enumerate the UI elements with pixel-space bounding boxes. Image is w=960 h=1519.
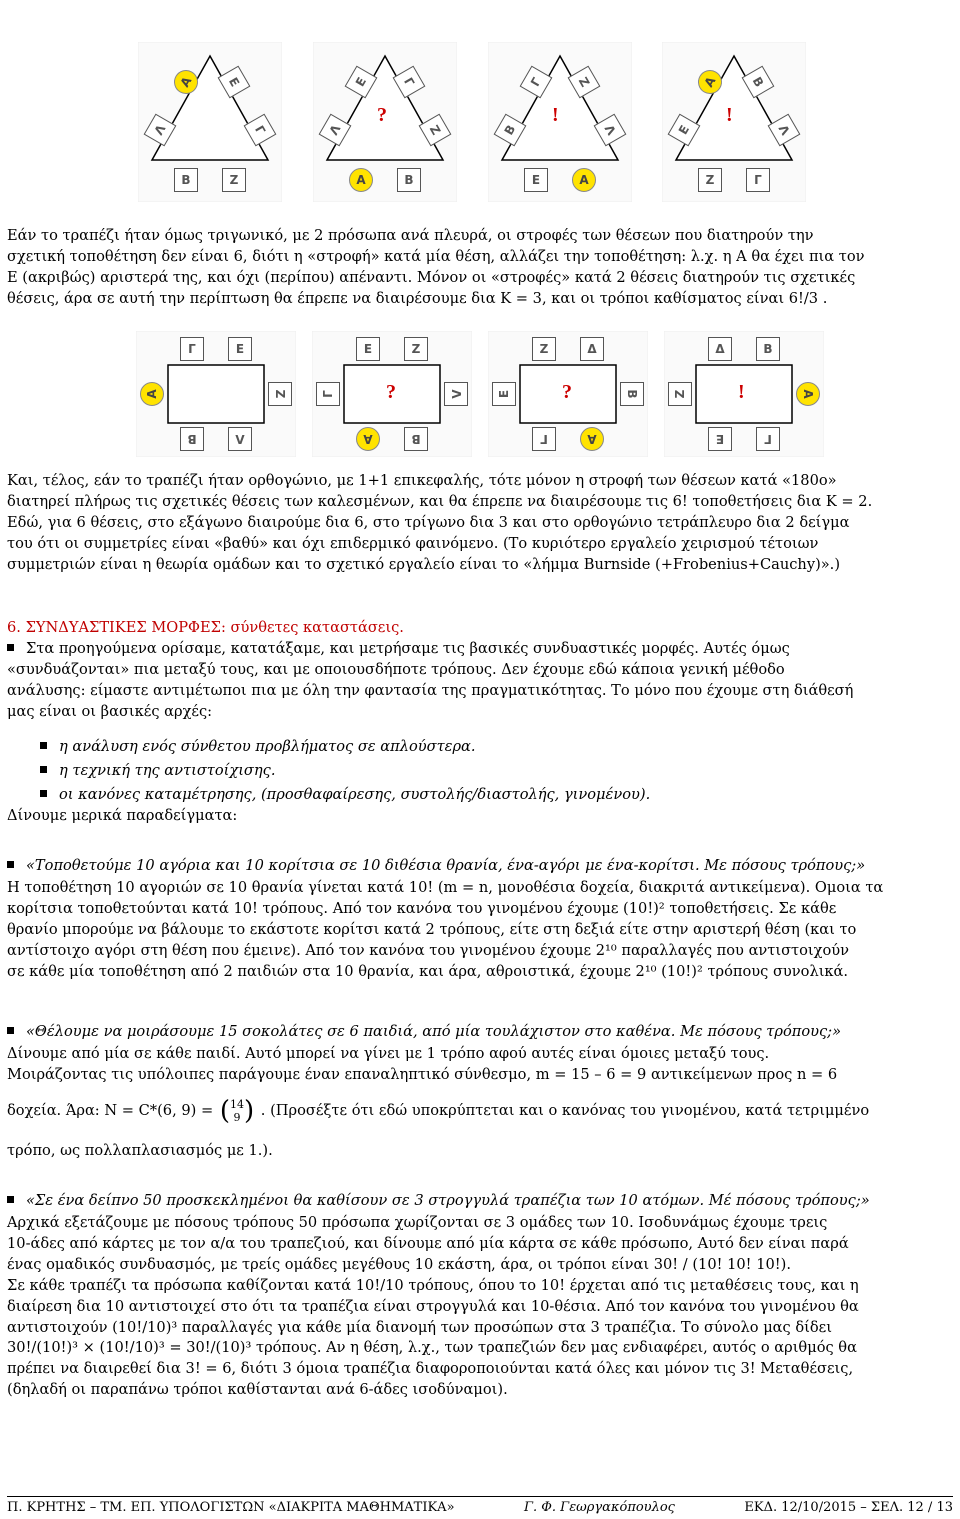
- example-question: «Σε ένα δείπνο 50 προσκεκλημένοι θα καθίσουν σε 3 στρογγυλά τραπέζια των 10 ατόμων. Μέ πόσους τρόπους;»: [7, 1191, 870, 1212]
- example-3-answer: [7, 1213, 953, 1401]
- seat-Ζ: Ζ: [568, 66, 601, 99]
- seat-Ζ: Ζ: [419, 114, 452, 147]
- seat-Γ: Γ: [316, 382, 340, 406]
- triangle-table-figure: [138, 42, 282, 202]
- seat-Γ: Γ: [180, 337, 204, 361]
- seat-Α: Α: [572, 168, 596, 192]
- seat-Δ: Δ: [708, 337, 732, 361]
- text-line: (δηλαδή οι παραπάνω τρόποι καθίστανται ανά 6-άδες ισοδύναμοι).: [7, 1381, 508, 1399]
- bullet-icon: [7, 1027, 14, 1034]
- text-line: 10-άδες από κάρτες με τον α/α του τραπεζιού, και δίνουμε από μία κάρτα σε κάθε πρόσωπο, Αυτό δεν είναι παρά: [7, 1234, 849, 1252]
- text-line: του ότι οι συμμετρίες είναι «βαθύ» και όχι επιδερμικό φαινόμενο. (Το κυριότερο εργαλείο χειρισμού τέτοιων: [7, 534, 819, 552]
- section-heading: 6. ΣΥΝΔΥΑΣΤΙΚΕΣ ΜΟΡΦΕΣ: σύνθετες καταστάσεις.: [7, 619, 404, 636]
- principle-item: η τεχνική της αντιστοίχισης.: [40, 761, 275, 782]
- seat-Λ: Λ: [228, 427, 252, 451]
- seat-Β: Β: [494, 114, 527, 147]
- seat-Α: Α: [349, 168, 373, 192]
- binomial-bottom: 9: [233, 1111, 241, 1124]
- text-line: θέσεις, άρα σε αυτή την περίπτωση θα έπρεπε να διαιρέσουμε δια Κ = 3, και οι τρόποι καθίσματος είναι 6!/3 .: [7, 289, 828, 307]
- text-line: Μοιράζοντας τις υπόλοιπες παράγουμε έναν επαναληπτικό σύνθεσμο, m = 15 – 6 = 9 αντικείμενων προς n = 6: [7, 1065, 838, 1083]
- seat-Λ: Λ: [144, 114, 177, 147]
- text-line: μας είναι οι βασικές αρχές:: [7, 702, 213, 720]
- text-line: ένας ομαδικός συνδυασμός, με τρείς ομάδες μεγέθους 10 εκάστη, άρα, οι τρόποι είναι 30! / (10! 10! 10!).: [7, 1255, 791, 1273]
- seat-Γ: Γ: [756, 427, 780, 451]
- examples-intro: Δίνουμε μερικά παραδείγματα:: [7, 807, 238, 824]
- text-line: τρόπο, ως πολλαπλασιασμός με 1.).: [7, 1142, 273, 1159]
- seat-Α: Α: [796, 382, 820, 406]
- example-2-answer: [7, 1044, 953, 1086]
- text-line: Αρχικά εξετάζουμε με πόσους τρόπους 50 πρόσωπα χωρίζονται σε 3 ομάδες των 10. Ισοδυνάμως έχουμε τρεις: [7, 1214, 828, 1231]
- footer-course: Π. ΚΡΗΤΗΣ – ΤΜ. ΕΠ. ΥΠΟΛΟΓΙΣΤΩΝ «ΔΙΑΚΡΙΤΑ ΜΑΘΗΜΑΤΙΚΑ»: [7, 1500, 455, 1515]
- seat-Δ: Δ: [580, 337, 604, 361]
- rectangle-table-figure: [664, 331, 824, 457]
- seat-Ε: Ε: [668, 114, 701, 147]
- seat-Β: Β: [397, 168, 421, 192]
- binomial: ( 14 9 ): [219, 1096, 255, 1126]
- bullet-icon: [40, 766, 47, 773]
- seat-Α: Α: [580, 427, 604, 451]
- figure-mark: ?: [377, 104, 387, 126]
- seat-Λ: Λ: [319, 114, 352, 147]
- figure-mark: !: [552, 104, 559, 126]
- paragraph-rectangular: [7, 471, 953, 576]
- figure-mark: ?: [562, 381, 572, 403]
- triangle-table-figure: [662, 42, 806, 202]
- principle-item: οι κανόνες καταμέτρησης, (προσθαφαίρεσης, συστολής/διαστολής, γινομένου).: [40, 785, 650, 806]
- text-line: αντιστοιχούν (10!/10)³ παραλλαγές για κάθε μία διανομή των προσώπων στα 3 τραπέζια. Το σύνολο μας δίδει: [7, 1318, 832, 1336]
- text-line: αντίστοιχο αγόρι στη θέση που έμεινε). Από τον κανόνα του γινομένου έχουμε 2¹⁰ παραλλαγές που αντιστοιχούν: [7, 941, 850, 959]
- bullet-icon: [40, 742, 47, 749]
- seat-Ε: Ε: [228, 337, 252, 361]
- example-question: «Θέλουμε να μοιράσουμε 15 σοκολάτες σε 6 παιδιά, από μία τουλάχιστον στο καθένα. Με πόσους τρόπους;»: [7, 1022, 841, 1043]
- seat-Γ: Γ: [393, 66, 426, 99]
- figure-mark: !: [738, 381, 745, 403]
- seat-Λ: Λ: [768, 114, 801, 147]
- example-question: «Τοποθετούμε 10 αγόρια και 10 κορίτσια σε 10 διθέσια θρανία, ένα-αγόρι με ένα-κορίτσι. Με πόσους τρόπους;»: [7, 856, 865, 877]
- text-line: κορίτσια τοποθετούνται κατά 10! τρόπους. Από τον κανόνα του γινομένου έχουμε (10!)² τοποθετήσεις. Σε κάθε: [7, 899, 837, 917]
- seat-Ζ: Ζ: [404, 337, 428, 361]
- text-line: σχετική τοποθέτηση δεν είναι 6, διότι η «στροφή» κατά μία θέση, αλλάζει την τοποθέτηση: λ.χ. η Α θα έχει πια τον: [7, 247, 865, 265]
- bullet-icon: [7, 1196, 14, 1203]
- text-line: «συνδυάζονται» πια μεταξύ τους, και με οποιουσδήποτε τρόπους. Δεν έχουμε εδώ κάποια γενική μέθοδο: [7, 660, 785, 678]
- text-line: Η τοποθέτηση 10 αγοριών σε 10 θρανία γίνεται κατά 10! (m = n, μονοθέσια δοχεία, διακριτά αντικείμενα). Ομοια τα: [7, 879, 884, 896]
- rectangle-figures: [0, 331, 960, 459]
- figure-mark: !: [726, 104, 733, 126]
- text-line: Εδώ, για 6 θέσεις, στο εξάγωνο διαιρούμε δια 6, στο τρίγωνο δια 3 και στο ορθογώνιο τετράπλευρο δια 2 δείγμα: [7, 513, 850, 531]
- seat-Β: Β: [620, 382, 644, 406]
- seat-Λ: Λ: [444, 382, 468, 406]
- seat-Γ: Γ: [520, 66, 553, 99]
- text-line: πρέπει να διαιρεθεί δια 3! = 6, διότι 3 όμοια τραπέζια διαφοροποιούνται κατά όλες και μόνον τις 3! Μεταθέσεις,: [7, 1360, 854, 1378]
- text-line: Δίνουμε από μία σε κάθε παιδί. Αυτό μπορεί να γίνει με 1 τρόπο αφού αυτές είναι όμοιες μεταξύ τους.: [7, 1045, 770, 1062]
- seat-Α: Α: [356, 427, 380, 451]
- text-line: Ε (ακριβώς) αριστερά της, και όχι (περίπου) απέναντι. Μόνον οι «στροφές» κατά 2 θέσεις διατηρούν τις σχετικές: [7, 268, 856, 286]
- formula-text: . (Προσέξτε ότι εδώ υποκρύπτεται και ο κανόνας του γινομένου, κατά τετριμμένο: [260, 1102, 870, 1119]
- seat-Β: Β: [756, 337, 780, 361]
- seat-Ζ: Ζ: [668, 382, 692, 406]
- text-line: Εάν το τραπέζι ήταν όμως τριγωνικό, με 2 πρόσωπα ανά πλευρά, οι στροφές των θέσεων που διατηρούν την: [7, 227, 814, 244]
- seat-Ε: Ε: [492, 382, 516, 406]
- text-line: διαίρεση δια 10 αντιστοιχεί στο ότι τα τραπέζια είναι στρογγυλά και 10-θέσια. Από τον κανόνα του γινομένου θα: [7, 1297, 859, 1315]
- seat-Ζ: Ζ: [532, 337, 556, 361]
- text-line: ανάλυσης: είμαστε αντιμέτωποι πια με όλη την φαντασία της πραγματικότητας. Το μόνο που έχουμε στη διάθεσή: [7, 681, 854, 699]
- seat-Ε: Ε: [345, 66, 378, 99]
- rectangle-table-figure: [488, 331, 648, 457]
- seat-Β: Β: [404, 427, 428, 451]
- seat-Β: Β: [174, 168, 198, 192]
- text-line: σε κάθε μία τοποθέτηση από 2 παιδιών στα 10 θρανία, και άρα, αθροιστικά, έχουμε 2¹⁰ (10!)² τρόπους συνολικά.: [7, 962, 849, 980]
- seat-A: A: [170, 66, 203, 99]
- example-1-answer: [7, 878, 953, 983]
- seat-Α: Α: [140, 382, 164, 406]
- footer-page: ΕΚΔ. 12/10/2015 – ΣΕΛ. 12 / 13: [744, 1500, 953, 1515]
- text-line: συμμετριών είναι η θεωρία ομάδων και το σχετικό εργαλείο είναι το «λήμμα Burnside (+Frobenius+Cauchy)».): [7, 555, 841, 573]
- text-line: διατηρεί πλήρως τις σχετικές θέσεις των καλεσμένων, και θα έπρεπε να διαιρέσουμε τις 6! τοποθετήσεις δια Κ = 2.: [7, 492, 873, 510]
- rectangle-table-figure: [136, 331, 296, 457]
- seat-Ζ: Ζ: [222, 168, 246, 192]
- text-line: Και, τέλος, εάν το τραπέζι ήταν ορθογώνιο, με 1+1 επικεφαλής, τότε μόνον η στροφή των θέσεων κατά «180ο»: [7, 472, 837, 489]
- seat-Ζ: Ζ: [268, 382, 292, 406]
- formula-text: δοχεία. Άρα: N = C*(6, 9) =: [7, 1102, 214, 1119]
- bullet-icon: [40, 790, 47, 797]
- triangle-table-figure: [488, 42, 632, 202]
- seat-Γ: Γ: [746, 168, 770, 192]
- triangle-table-figure: [313, 42, 457, 202]
- binomial-top: 14: [230, 1098, 244, 1111]
- seat-Ε: Ε: [708, 427, 732, 451]
- triangle-figures: [0, 42, 960, 204]
- seat-Λ: Λ: [594, 114, 627, 147]
- text-line: Σε κάθε τραπέζι τα πρόσωπα καθίζονται κατά 10!/10 τρόπους, όπου το 10! έρχεται από τις μεταθέσεις τους, και η: [7, 1276, 859, 1294]
- paragraph-triangular: [7, 226, 953, 310]
- formula-line: [7, 1098, 953, 1124]
- seat-Γ: Γ: [532, 427, 556, 451]
- seat-Β: Β: [180, 427, 204, 451]
- bullet-icon: [7, 861, 14, 868]
- text-line: Στα προηγούμενα ορίσαμε, κατατάξαμε, και μετρήσαμε τις βασικές συνδυαστικές μορφές. Αυτές όμως: [26, 640, 790, 657]
- seat-Ζ: Ζ: [698, 168, 722, 192]
- figure-mark: ?: [386, 381, 396, 403]
- text-line: θρανίο μπορούμε να βάλουμε το εκάστοτε κορίτσι κατά 2 τρόπους, είτε στη δεξιά είτε στην αριστερή θέση (και το: [7, 920, 857, 938]
- seat-Β: Β: [742, 66, 775, 99]
- seat-E: E: [218, 66, 251, 99]
- rectangle-table-figure: [312, 331, 472, 457]
- text-line: 30!/(10!)³ × (10!/10)³ = 30!/(10)³ τρόπους. Αν η θέση, λ.χ., των τραπεζιών δεν μας ενδιαφέρει, αυτός ο αριθμός θα: [7, 1339, 857, 1357]
- paragraph-intro: [7, 639, 953, 723]
- seat-Ε: Ε: [356, 337, 380, 361]
- seat-Γ: Γ: [244, 114, 277, 147]
- principle-item: η ανάλυση ενός σύνθετου προβλήματος σε απλούστερα.: [40, 737, 476, 758]
- seat-Α: Α: [694, 66, 727, 99]
- bullet-icon: [7, 644, 14, 651]
- seat-Ε: Ε: [524, 168, 548, 192]
- rectangle-table: [168, 365, 264, 423]
- footer-author: Γ. Φ. Γεωργακόπουλος: [523, 1500, 675, 1515]
- page-footer: [7, 1496, 953, 1515]
